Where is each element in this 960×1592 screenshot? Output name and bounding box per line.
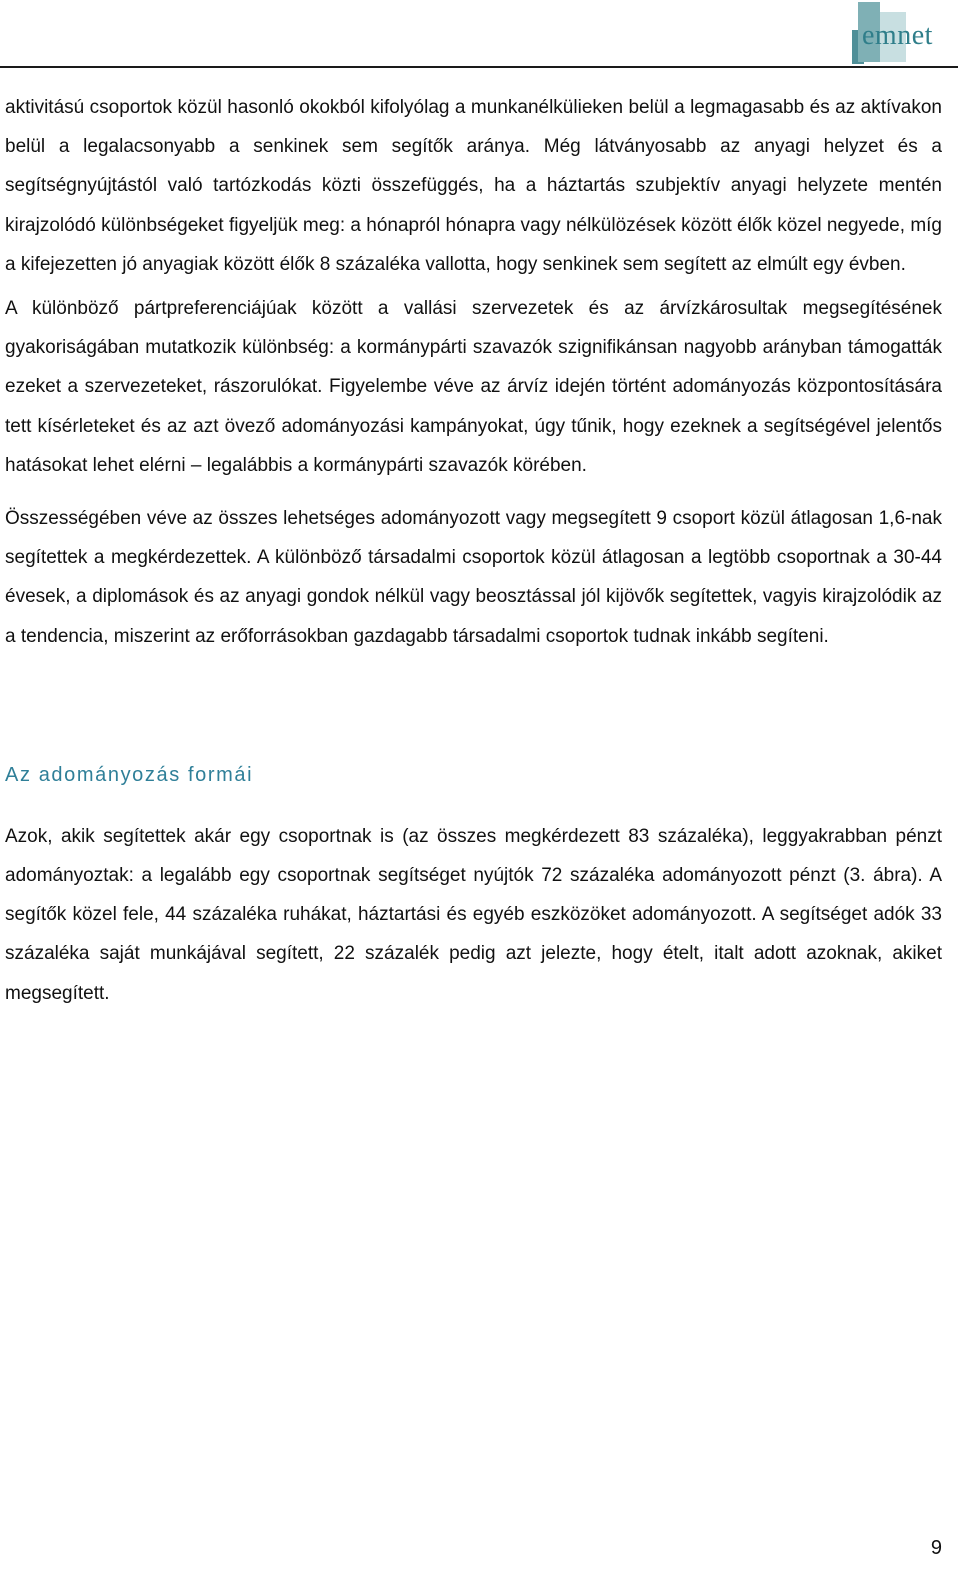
paragraph-1: aktivitású csoportok közül hasonló okokból kifolyólag a munkanélkülieken belül a legmagasabb és az aktívakon belül a legalacsonyabb a senkinek sem segítők aránya. Még látványosabb az anyagi helyzet és a segítségnyújtástól való tartózkodás közti összefüggés, ha a háztartás szubjektív anyagi helyzete mentén kirajzolódó különbségeket figyeljük meg: a hónapról hónapra vagy nélkülözések között élők közel negyede, míg a kifejezetten jó anyagiak között élők 8 százaléka vallotta, hogy senkinek sem segített az elmúlt egy évben. bbox=[5, 97, 942, 275]
header-divider bbox=[0, 66, 958, 68]
page-header bbox=[0, 0, 960, 68]
paragraph-2: A különböző pártpreferenciájúak között a vallási szervezetek és az árvízkárosultak megsegítésének gyakoriságában mutatkozik különbség: a kormánypárti szavazók szignifikánsan nagyobb arányban támogatták ezeket a szervezeteket, rászorulókat. Figyelembe véve az árvíz idején történt adományozás központosítására tett kísérleteket és az azt övező adományozási kampányokat, úgy tűnik, hogy ezeknek a segítségével jelentős hatásokat lehet elérni – legalábbis a kormánypárti szavazók körében. bbox=[5, 298, 942, 476]
document-body bbox=[5, 88, 942, 1013]
section-heading-wrap bbox=[5, 756, 942, 795]
paragraph-3: Összességében véve az összes lehetséges adományozott vagy megsegített 9 csoport közül átlagosan 1,6-nak segítettek a megkérdezettek. A különböző társadalmi csoportok közül átlagosan a legtöbb csoportnak a 30-44 évesek, a diplomások és az anyagi gondok nélkül vagy beosztással jól kijövők segítettek, vagyis kirajzolódik az a tendencia, miszerint az erőforrásokban gazdagabb társadalmi csoportok tudnak inkább segíteni. bbox=[5, 508, 942, 647]
logo-text: emnet bbox=[862, 20, 933, 51]
emnet-logo bbox=[852, 0, 960, 66]
section-heading: Az adományozás formái bbox=[5, 763, 254, 786]
page-number: 9 bbox=[930, 1537, 942, 1559]
section-paragraph: Azok, akik segítettek akár egy csoportnak is (az összes megkérdezett 83 százaléka), leggyakrabban pénzt adományoztak: a legalább egy csoportnak segítséget nyújtók 72 százaléka adományozott pénzt (3. ábra). A segítők közel fele, 44 százaléka ruhákat, háztartási és egyéb eszközöket adományozott. A segítséget adók 33 százaléka saját munkájával segített, 22 százalék pedig azt jelezte, hogy ételt, italt adott azoknak, akiket megsegített. bbox=[5, 825, 942, 1004]
